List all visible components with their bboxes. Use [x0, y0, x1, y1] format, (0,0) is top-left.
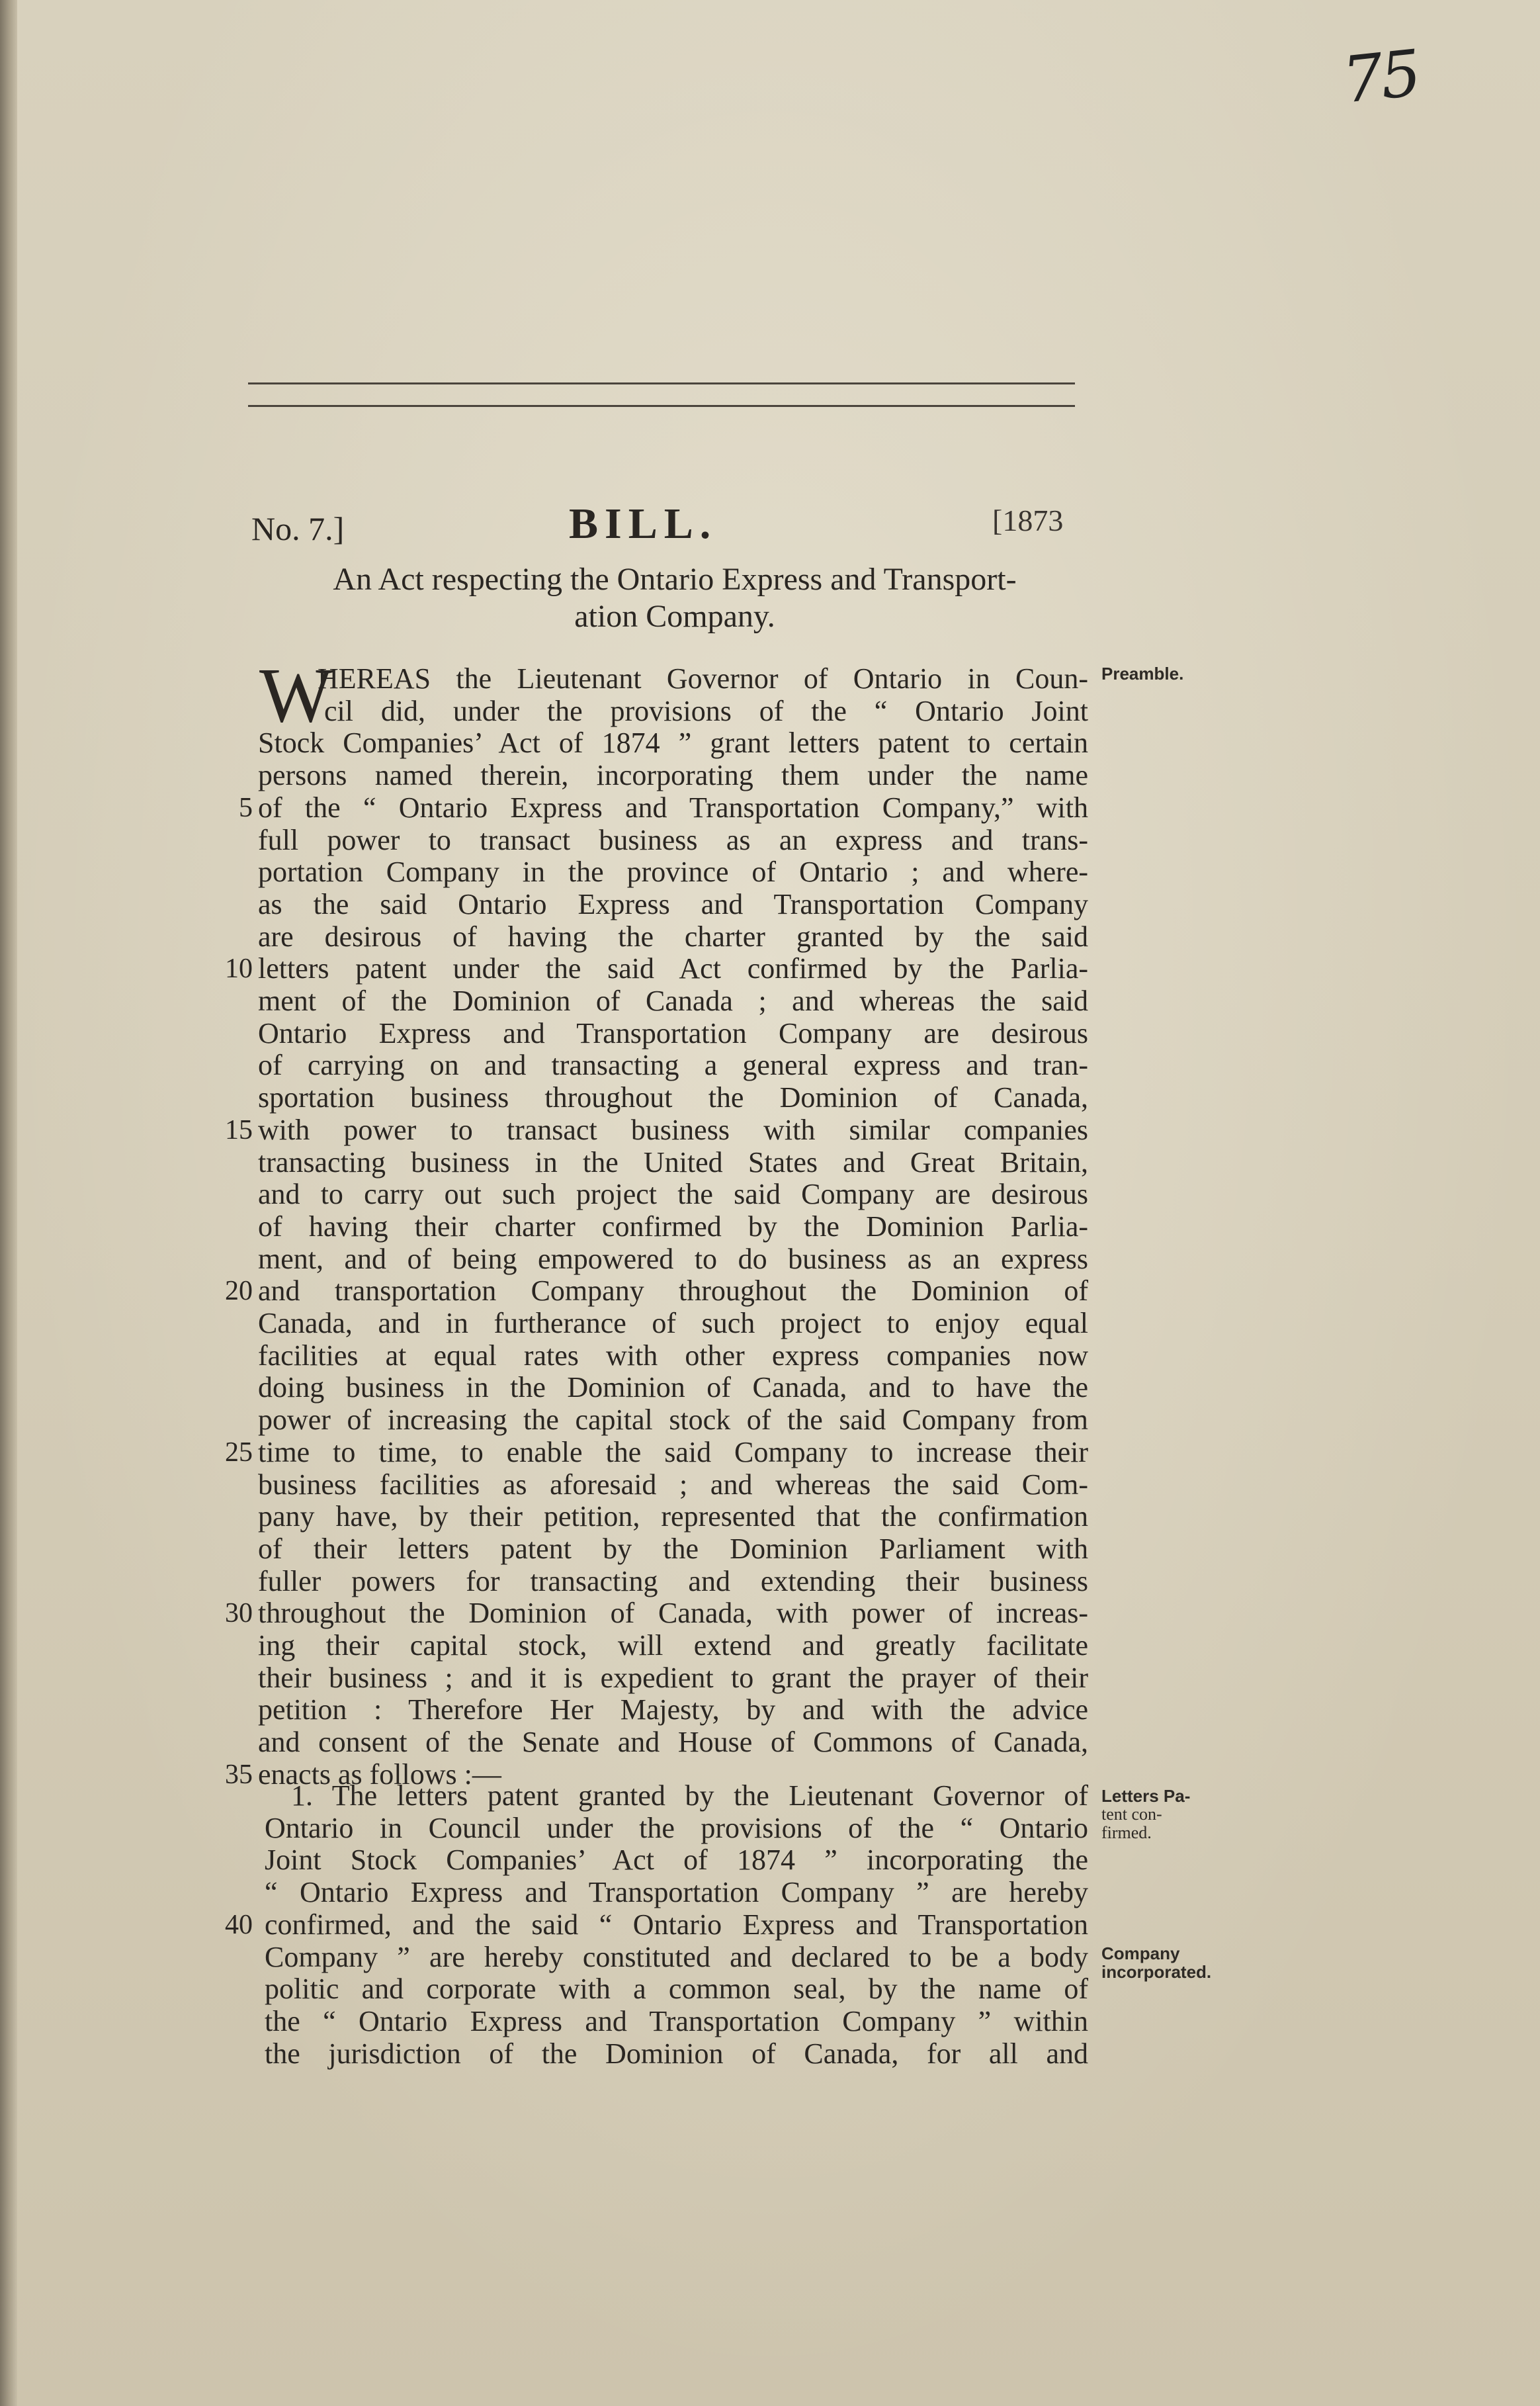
line-number: 15: [225, 1114, 253, 1145]
line-number: 10: [225, 954, 253, 985]
preamble-line: ment of the Dominion of Canada ; and whereas the said: [258, 985, 1088, 1017]
bill-number: No. 7.]: [251, 510, 345, 547]
preamble-line: of having their charter confirmed by the Dominion Parlia-: [258, 1210, 1088, 1243]
preamble-line: Canada, and in furtherance of such project to enjoy equal: [258, 1307, 1088, 1339]
line-number: 5: [239, 792, 253, 823]
act-subtitle: [245, 561, 1105, 635]
margin-note-preamble: Preamble.: [1101, 664, 1184, 684]
line-number: 35: [225, 1759, 253, 1790]
section-1-line: Ontario in Council under the provisions of the “ Ontario: [265, 1811, 1088, 1844]
preamble-line: business facilities as aforesaid ; and whereas the said Com-: [258, 1468, 1088, 1501]
section-1-line: politic and corporate with a common seal, by the name of: [265, 1973, 1088, 2006]
section-1-line: the jurisdiction of the Dominion of Canada, for all and: [265, 2037, 1088, 2070]
subtitle-line: An Act respecting the Ontario Express and Transport-: [333, 562, 1017, 597]
preamble-line: full power to transact business as an express and trans-: [258, 823, 1088, 856]
preamble-line: ing their capital stock, will extend and greatly facilitate: [258, 1629, 1088, 1662]
line-number: 20: [225, 1276, 253, 1307]
preamble-line: petition : Therefore Her Majesty, by and with the advice: [258, 1693, 1088, 1726]
bill-year: [1873: [992, 504, 1064, 537]
preamble-line: Stock Companies’ Act of 1874 ” grant letters patent to certain: [258, 727, 1088, 760]
handwritten-page-mark: 75: [1339, 36, 1422, 118]
preamble-line: fuller powers for transacting and extending their business: [258, 1564, 1088, 1597]
preamble-line: portation Company in the province of Ontario ; and where-: [258, 856, 1088, 889]
margin-note-line: incorporated.: [1101, 1962, 1212, 1982]
preamble-line: persons named therein, incorporating them under the name: [258, 759, 1088, 792]
preamble-line: power of increasing the capital stock of the said Company from: [258, 1404, 1088, 1437]
preamble-line: Ontario Express and Transportation Company are desirous: [258, 1016, 1088, 1049]
subtitle-line: ation Company.: [574, 599, 775, 634]
preamble-line: cil did, under the provisions of the “ Ontario Joint: [324, 694, 1088, 727]
margin-note-company-incorporated: [1101, 1944, 1211, 1981]
section-1-line: the “ Ontario Express and Transportation Company ” within: [265, 2004, 1088, 2037]
preamble-line: time to time, to enable the said Company to increase their: [258, 1435, 1088, 1468]
preamble-line: ment, and of being empowered to do business as an express: [258, 1242, 1088, 1275]
margin-note-line: Letters Pa-: [1101, 1786, 1191, 1806]
page-binding-edge: [0, 0, 17, 2406]
bill-header: [251, 500, 1111, 562]
preamble-line: and consent of the Senate and House of Commons of Canada,: [258, 1726, 1088, 1759]
line-number: 25: [225, 1437, 253, 1468]
preamble-line: enacts as follows :—: [258, 1758, 501, 1791]
section-1-line: Joint Stock Companies’ Act of 1874 ” incorporating the: [265, 1844, 1088, 1877]
section-1-line: confirmed, and the said “ Ontario Express and Transportation: [265, 1908, 1088, 1941]
preamble-line: and transportation Company throughout the Dominion of: [258, 1274, 1088, 1308]
preamble-line: doing business in the Dominion of Canada, and to have the: [258, 1371, 1088, 1404]
margin-note-line: firmed.: [1101, 1823, 1152, 1842]
preamble-line: of the “ Ontario Express and Transportation Company,” with: [258, 791, 1088, 824]
preamble-line: as the said Ontario Express and Transportation Company: [258, 887, 1088, 920]
section-1-line: “ Ontario Express and Transportation Company ” are hereby: [265, 1876, 1088, 1909]
top-rule: [248, 382, 1075, 384]
preamble-line: with power to transact business with similar companies: [258, 1113, 1088, 1146]
preamble-line: of their letters patent by the Dominion Parliament with: [258, 1532, 1088, 1565]
line-number: 40: [225, 1909, 253, 1940]
margin-note-line: Company: [1101, 1943, 1180, 1963]
line-number: 30: [225, 1598, 253, 1629]
preamble-line: facilities at equal rates with other express companies now: [258, 1339, 1088, 1372]
preamble-line: transacting business in the United States and Great Britain,: [258, 1145, 1088, 1179]
preamble-line: and to carry out such project the said Company are desirous: [258, 1178, 1088, 1211]
preamble-line: of carrying on and transacting a general express and tran-: [258, 1049, 1088, 1082]
margin-note-line: tent con-: [1101, 1804, 1162, 1824]
preamble-line: sportation business throughout the Dominion of Canada,: [258, 1081, 1088, 1114]
preamble-line: HEREAS the Lieutenant Governor of Ontario in Coun-: [318, 662, 1088, 695]
preamble-line: letters patent under the said Act confirmed by the Parlia-: [258, 952, 1088, 985]
preamble-line: their business ; and it is expedient to grant the prayer of their: [258, 1661, 1088, 1694]
section-1-line: Company ” are hereby constituted and declared to be a body: [265, 1940, 1088, 1973]
preamble-line: throughout the Dominion of Canada, with power of increas-: [258, 1597, 1088, 1630]
preamble-line: pany have, by their petition, represented that the confirmation: [258, 1500, 1088, 1533]
preamble-line: are desirous of having the charter granted by the said: [258, 920, 1088, 953]
margin-note-letters-patent: [1101, 1787, 1190, 1842]
section-1-line: 1. The letters patent granted by the Lieutenant Governor of: [291, 1779, 1088, 1812]
drop-cap: W: [259, 652, 333, 738]
bill-title: BILL.: [569, 500, 718, 548]
top-rule-second: [248, 405, 1075, 407]
